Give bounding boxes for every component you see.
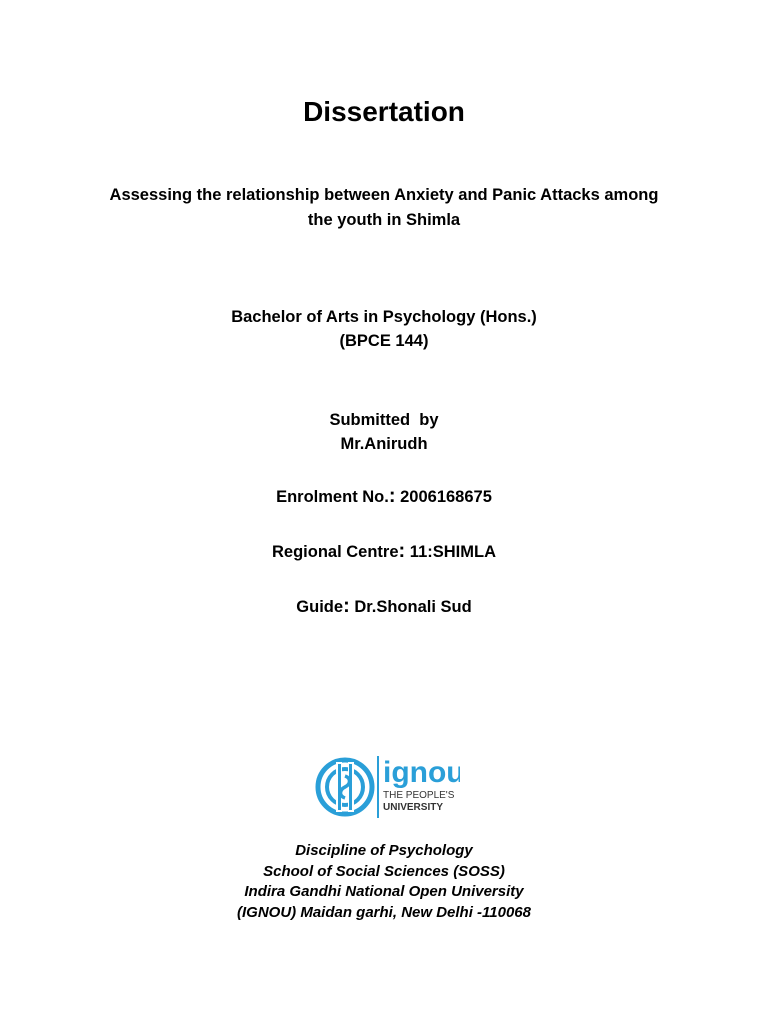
degree-name: Bachelor of Arts in Psychology (Hons.) (231, 308, 537, 326)
submitted-label: Submitted by (329, 411, 439, 429)
course-code: (BPCE 144) (339, 332, 429, 350)
guide-field (0, 594, 768, 619)
address-line-1: Discipline of Psychology (295, 842, 473, 859)
logo-tagline-2: UNIVERSITY (383, 802, 444, 813)
enrolment-field (0, 484, 768, 509)
address-line-2: School of Social Sciences (SOSS) (263, 862, 505, 880)
regional-centre-label: Regional Centre (272, 543, 399, 561)
student-name: Mr.Anirudh (340, 435, 428, 453)
enrolment-separator: : (388, 485, 396, 507)
logo-tagline-1: THE PEOPLE'S (383, 790, 455, 801)
address-line-4: (IGNOU) Maidan garhi, New Delhi -110068 (237, 903, 531, 921)
guide-label: Guide (296, 598, 344, 616)
ignou-emblem-icon (315, 754, 460, 820)
guide-separator: : (343, 595, 350, 617)
ignou-logo (315, 754, 460, 820)
submitted-by (0, 408, 768, 456)
enrolment-value: 2006168675 (400, 488, 492, 506)
regional-centre-separator: : (398, 540, 406, 562)
address-line-3: Indira Gandhi National Open University (244, 883, 524, 900)
topic-line-2: the youth in Shimla (307, 211, 461, 229)
topic-line-1: Assessing the relationship between Anxiety and Panic Attacks among (109, 186, 659, 204)
enrolment-label: Enrolment No. (276, 488, 389, 506)
degree-info (0, 305, 768, 353)
regional-centre-value: 11:SHIMLA (409, 543, 496, 561)
dissertation-topic (0, 183, 768, 233)
regional-centre-field (0, 539, 768, 564)
logo-brand: ignou (383, 756, 460, 789)
document-title: Dissertation (303, 96, 465, 127)
guide-value: Dr.Shonali Sud (354, 598, 472, 616)
university-address (0, 841, 768, 923)
